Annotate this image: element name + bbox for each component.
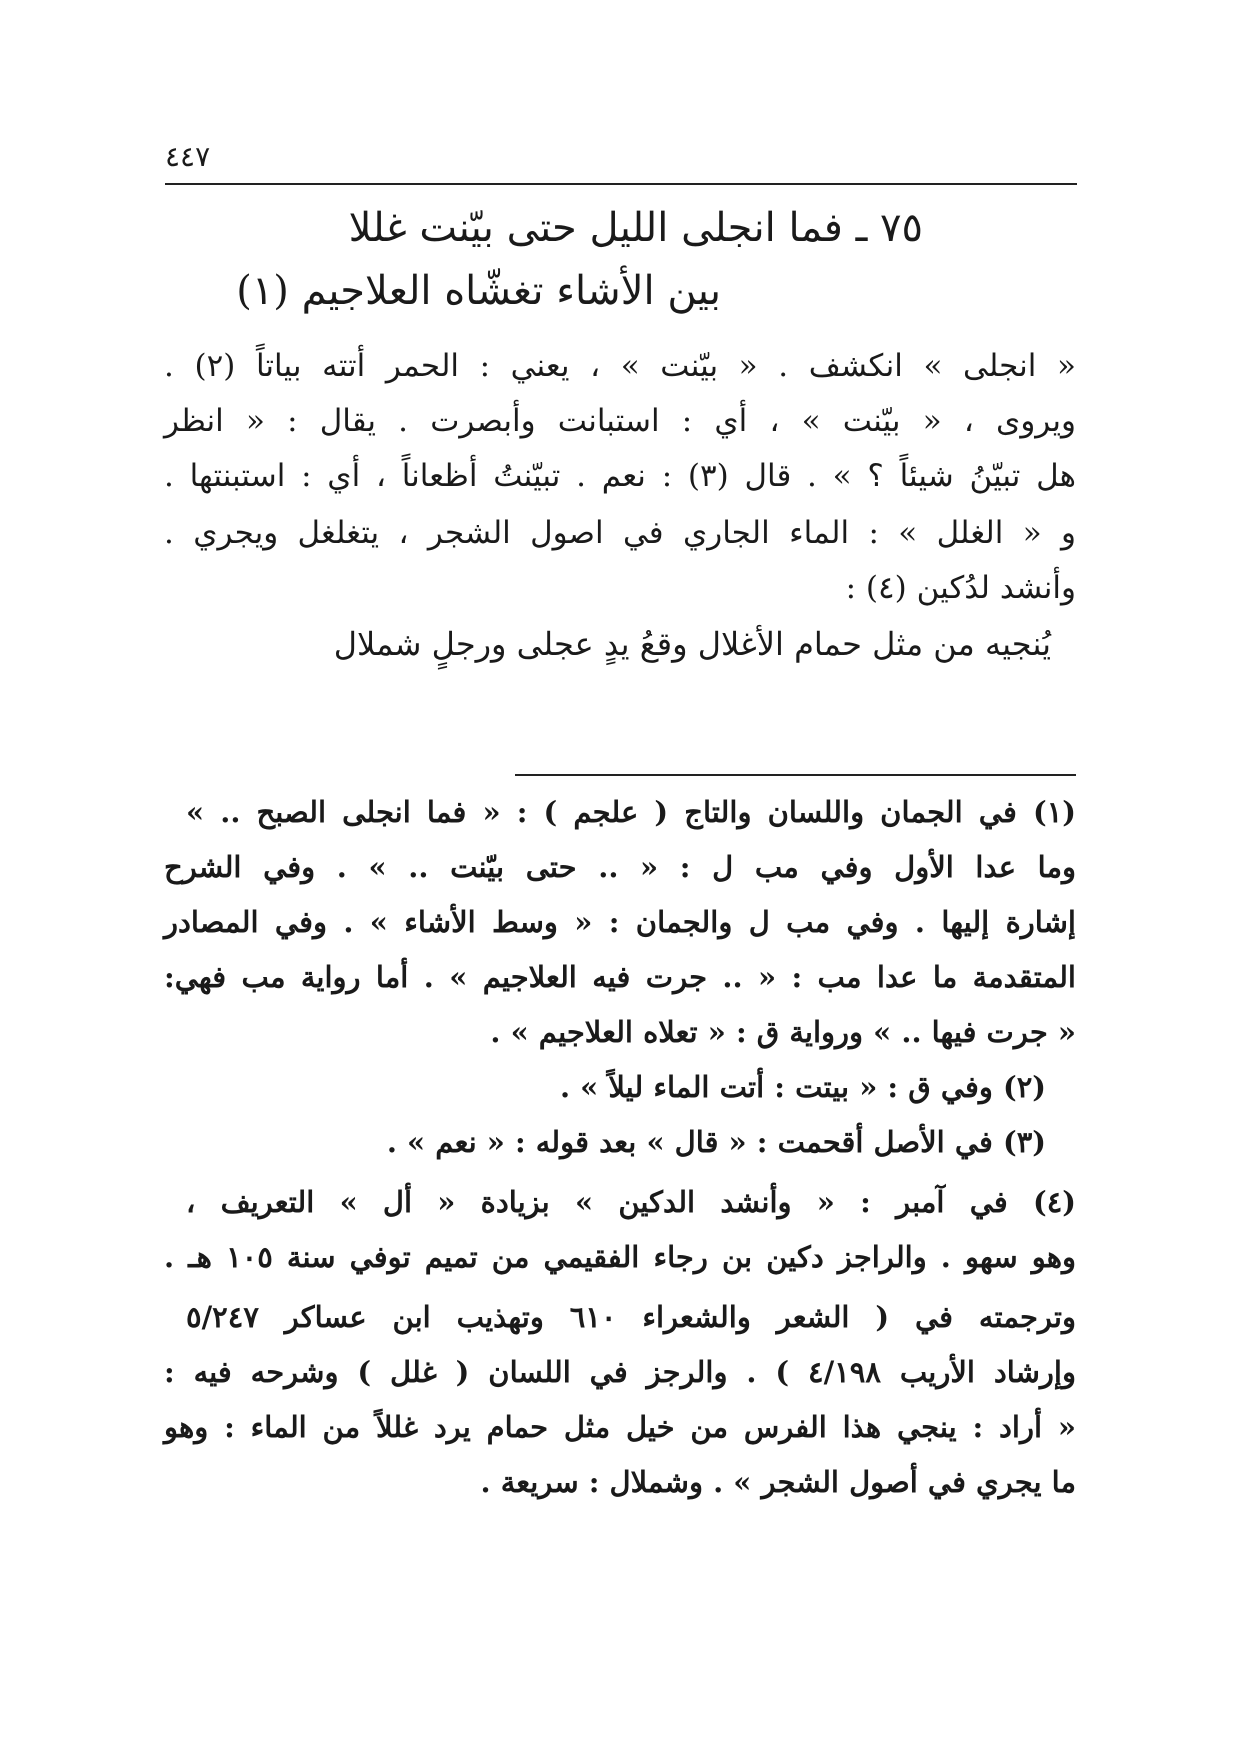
footnote-line-9: وهو سهو . والراجز دكين بن رجاء الفقيمي من تميم توفي سنة ١٠٥ هـ . [164, 1240, 1077, 1274]
quoted-verse: يُنجيه من مثل حمام الأغلال وقعُ يدٍ عجلى ورجلٍ شملال [333, 625, 1051, 663]
verse-line-1: ٧٥ ـ فما انجلى الليل حتى بيّنت غللا [348, 205, 923, 251]
footnote-line-4: المتقدمة ما عدا مب : « .. جرت فيه العلاجيم » . أما رواية مب فهي: [164, 960, 1076, 994]
footnote-rule [515, 774, 1076, 776]
commentary-line-3: هل تبيّنُ شيئاً ؟ » . قال (٣) : نعم . تبيّنتُ أظعاناً ، أي : استبنتها . [164, 458, 1076, 494]
footnote-line-5: « جرت فيها .. » ورواية ق : « تعلاه العلاجيم » . [490, 1015, 1076, 1049]
footnote-line-3: إشارة إليها . وفي مب ل والجمان : « وسط الأشاء » . وفي المصادر [164, 905, 1076, 939]
footnote-line-7: (٣) في الأصل أقحمت : « قال » بعد قوله : « نعم » . [386, 1125, 1046, 1159]
footnote-line-13: ما يجري في أصول الشجر » . وشملال : سريعة . [480, 1465, 1076, 1499]
commentary-line-5: وأنشد لدُكين (٤) : [845, 570, 1076, 606]
footnote-line-2: وما عدا الأول وفي مب ل : « .. حتى بيّنت .. » . وفي الشرح [164, 850, 1077, 884]
footnote-line-1: (١) في الجمان واللسان والتاج ( علجم ) : « فما انجلى الصبح .. » [186, 795, 1076, 829]
footnote-line-8: (٤) في آمبر : « وأنشد الدكين » بزيادة « أل » التعريف ، [186, 1185, 1076, 1219]
commentary-line-1: « انجلى » انكشف . « بيّنت » ، يعني : الحمر أتته بياتاً (٢) . [164, 348, 1076, 384]
verse-line-2: بين الأشاء تغشّاه العلاجيم (١) [236, 268, 721, 314]
page-number: ٤٤٧ [165, 140, 211, 173]
page-header [165, 140, 1077, 188]
commentary-line-4: و « الغلل » : الماء الجاري في اصول الشجر ، يتغلغل ويجري . [164, 515, 1076, 551]
footnote-line-10: وترجمته في ( الشعر والشعراء ٦١٠ وتهذيب ابن عساكر ٥/٢٤٧ [186, 1300, 1076, 1334]
header-rule [165, 183, 1077, 185]
footnote-line-11: وإرشاد الأريب ٤/١٩٨ ) . والرجز في اللسان ( غلل ) وشرحه فيه : [164, 1355, 1076, 1389]
footnote-line-6: (٢) وفي ق : « بيتت : أتت الماء ليلاً » . [559, 1070, 1046, 1104]
commentary-line-2: ويروى ، « بيّنت » ، أي : استبانت وأبصرت . يقال : « انظر [164, 403, 1076, 439]
footnote-line-12: « أراد : ينجي هذا الفرس من خيل مثل حمام يرد غللاً من الماء : وهو [164, 1410, 1076, 1444]
